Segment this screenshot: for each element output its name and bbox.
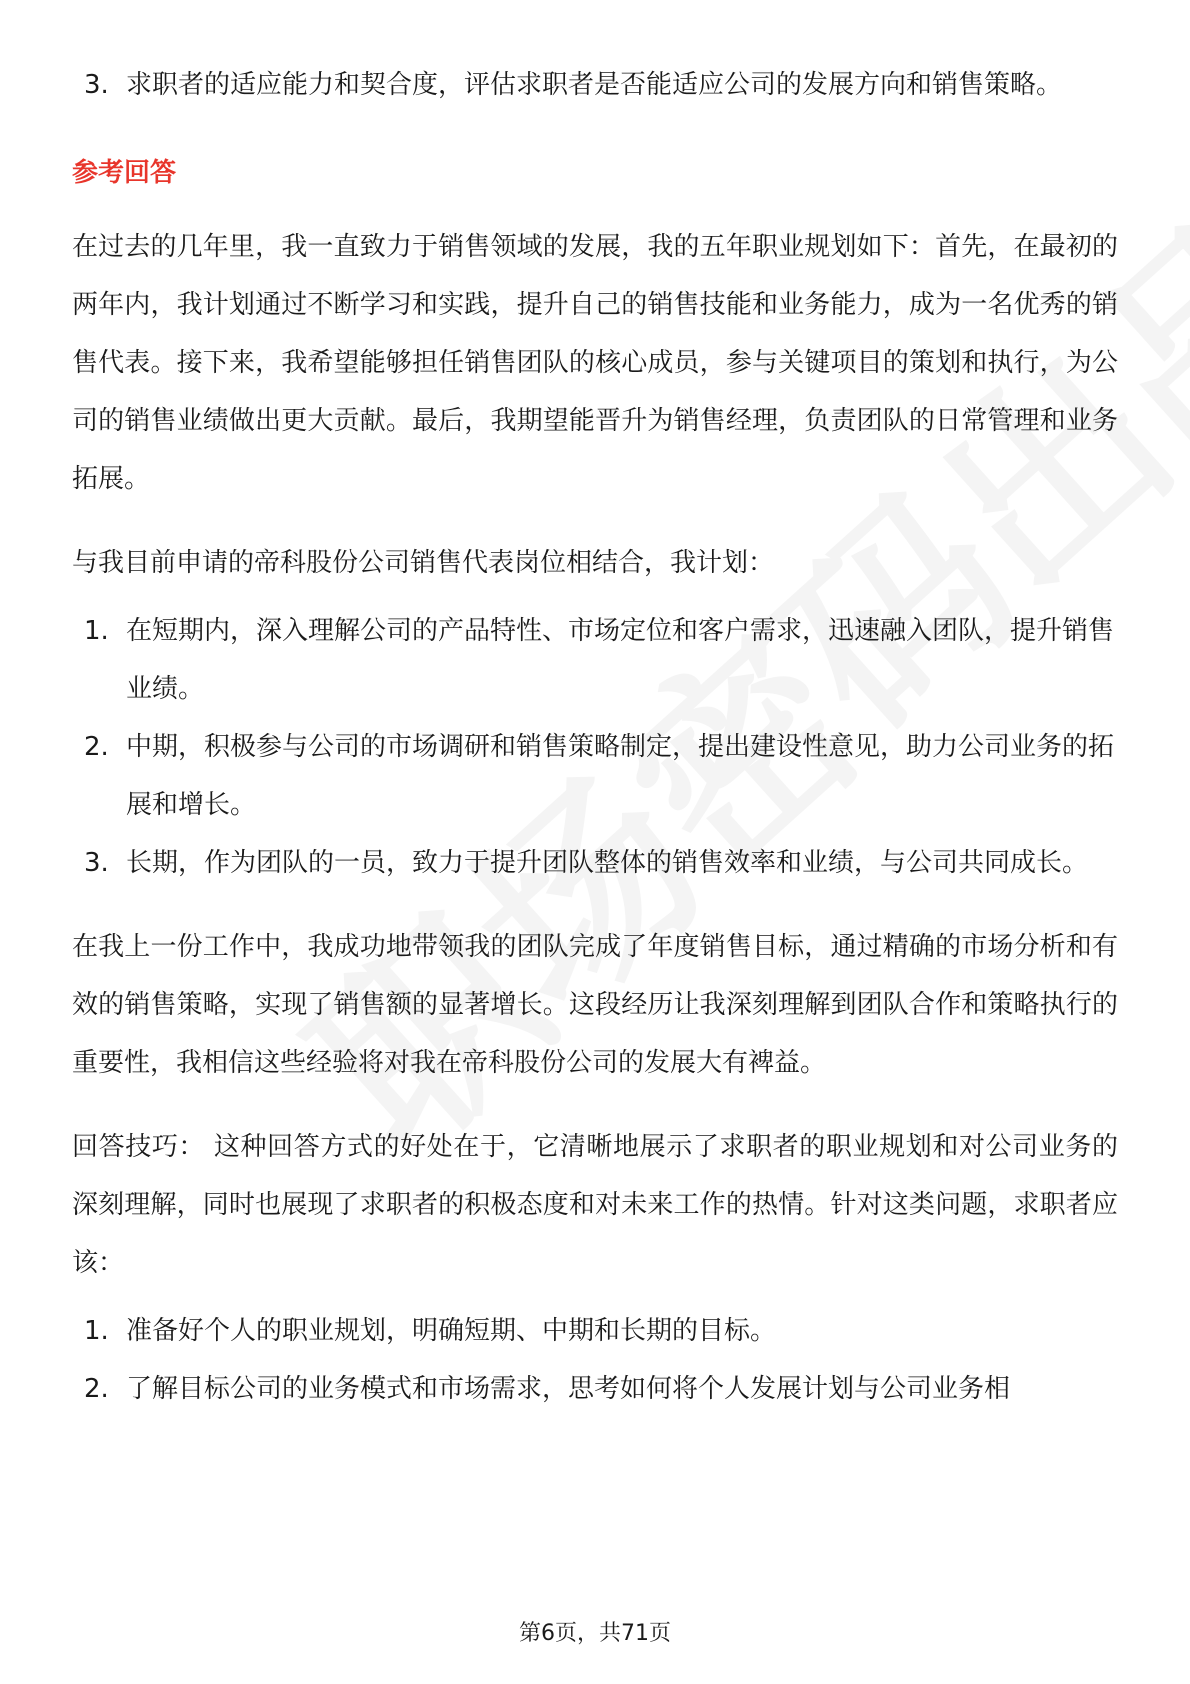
paragraph-tips: 回答技巧： 这种回答方式的好处在于，它清晰地展示了求职者的职业规划和对公司业务的深刻理解，同时也展现了求职者的积极态度和对未来工作的热情。针对这类问题，求职者应该： <box>72 1132 1118 1278</box>
list-text: 准备好个人的职业规划，明确短期、中期和长期的目标。 <box>126 1316 777 1346</box>
list-number: 2. <box>84 1374 109 1404</box>
list-number: 3. <box>84 848 109 878</box>
paragraph-career-plan: 在过去的几年里，我一直致力于销售领域的发展，我的五年职业规划如下：首先，在最初的两年内，我计划通过不断学习和实践，提升自己的销售技能和业务能力，成为一名优秀的销售代表。接下来，我希望能够担任销售团队的核心成员，参与关键项目的策划和执行，为公司的销售业绩做出更大贡献。最后，我期望能晋升为销售经理，负责团队的日常管理和业务拓展。 <box>72 232 1118 494</box>
page-footer: 第6页，共71页 <box>519 1621 671 1646</box>
list-text: 在短期内，深入理解公司的产品特性、市场定位和客户需求，迅速融入团队，提升销售业绩。 <box>126 616 1115 704</box>
plan-list <box>72 602 1118 892</box>
list-item <box>72 718 1118 834</box>
list-item <box>72 602 1118 718</box>
paragraph-experience: 在我上一份工作中，我成功地带领我的团队完成了年度销售目标，通过精确的市场分析和有效的销售策略，实现了销售额的显著增长。这段经历让我深刻理解到团队合作和策略执行的重要性，我相信这些经验将对我在帝科股份公司的发展大有裨益。 <box>72 932 1118 1078</box>
top-list <box>72 56 1118 114</box>
list-number: 2. <box>84 732 109 762</box>
list-number: 1. <box>84 616 109 646</box>
list-text: 中期，积极参与公司的市场调研和销售策略制定，提出建设性意见，助力公司业务的拓展和增长。 <box>126 732 1115 820</box>
list-text: 长期，作为团队的一员，致力于提升团队整体的销售效率和业绩，与公司共同成长。 <box>126 848 1089 878</box>
list-item <box>72 1360 1118 1418</box>
list-item <box>72 56 1118 114</box>
page-content <box>72 56 1118 1418</box>
list-item <box>72 834 1118 892</box>
section-heading: 参考回答 <box>72 158 177 188</box>
paragraph-plan-intro: 与我目前申请的帝科股份公司销售代表岗位相结合，我计划： <box>72 548 775 578</box>
list-text: 求职者的适应能力和契合度，评估求职者是否能适应公司的发展方向和销售策略。 <box>126 70 1063 100</box>
list-item <box>72 1302 1118 1360</box>
list-text: 了解目标公司的业务模式和市场需求，思考如何将个人发展计划与公司业务相 <box>126 1374 1011 1404</box>
list-number: 3. <box>84 70 109 100</box>
list-number: 1. <box>84 1316 109 1346</box>
tips-list <box>72 1302 1118 1418</box>
